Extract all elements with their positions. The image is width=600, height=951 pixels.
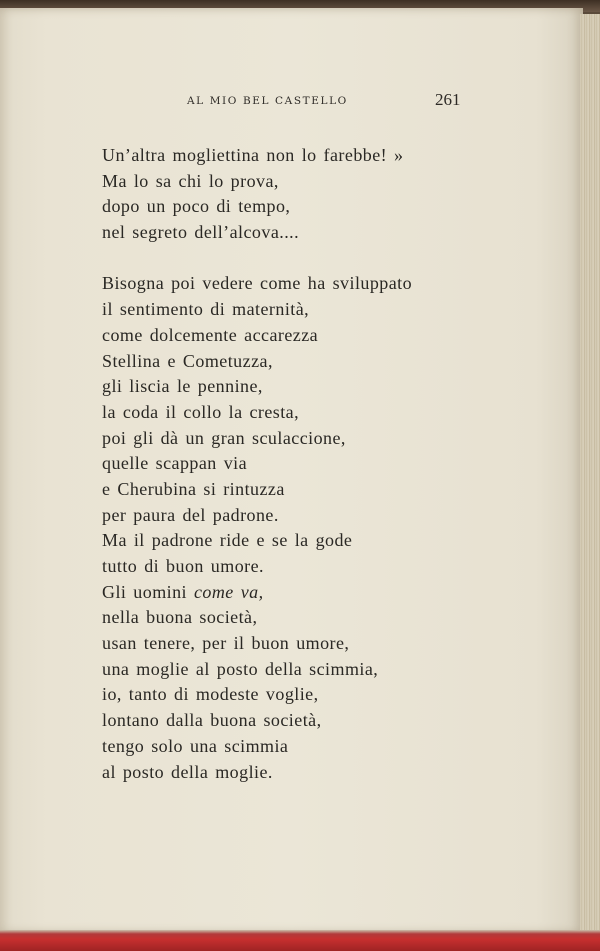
poem-text (102, 143, 542, 785)
poem-line: la coda il collo la cresta, (102, 401, 300, 422)
poem-line: Ma il padrone ride e se la gode (102, 530, 353, 551)
poem-line: e Cherubina si rintuzza (102, 478, 285, 499)
poem-line: Bisogna poi vedere come ha sviluppato (102, 273, 413, 294)
poem-line: io, tanto di modeste voglie, (102, 684, 319, 705)
poem-line-prefix: Gli uomini (102, 581, 194, 602)
page-number: 261 (435, 90, 461, 109)
poem-line: tutto di buon umore. (102, 556, 264, 576)
poem-line: dopo un poco di tempo, (102, 196, 291, 217)
poem-line: Un’altra mogliettina non lo farebbe! » (102, 145, 404, 165)
poem-line: tengo solo una scimmia (102, 735, 289, 756)
page-edges (580, 14, 600, 936)
poem-line: al posto della moglie. (102, 761, 273, 782)
poem-line: nel segreto dell’alcova.... (102, 222, 300, 243)
poem-line: per paura del padrone. (102, 504, 279, 525)
poem-line: il sentimento di maternità, (102, 299, 310, 320)
stanza-break (102, 246, 542, 272)
page-header (0, 90, 583, 113)
poem-line: usan tenere, per il buon umore, (102, 633, 350, 654)
poem-line-gli-uomini (102, 580, 542, 606)
poem-line: quelle scappan via (102, 453, 248, 474)
poem-line: nella buona società, (102, 607, 258, 628)
poem-line: come dolcemente accarezza (102, 324, 319, 345)
poem-line: gli liscia le pennine, (102, 376, 263, 397)
poem-line: Stellina e Cometuzza, (102, 350, 273, 371)
poem-line: lontano dalla buona società, (102, 710, 322, 731)
book-cover-edge (0, 930, 600, 951)
poem-line: una moglie al posto della scimmia, (102, 658, 379, 679)
poem-line: Ma lo sa chi lo prova, (102, 170, 279, 191)
poem-line-italic: come va, (193, 581, 264, 602)
running-title: AL MIO BEL CASTELLO (187, 95, 348, 107)
poem-line: poi gli dà un gran sculaccione, (102, 427, 346, 448)
